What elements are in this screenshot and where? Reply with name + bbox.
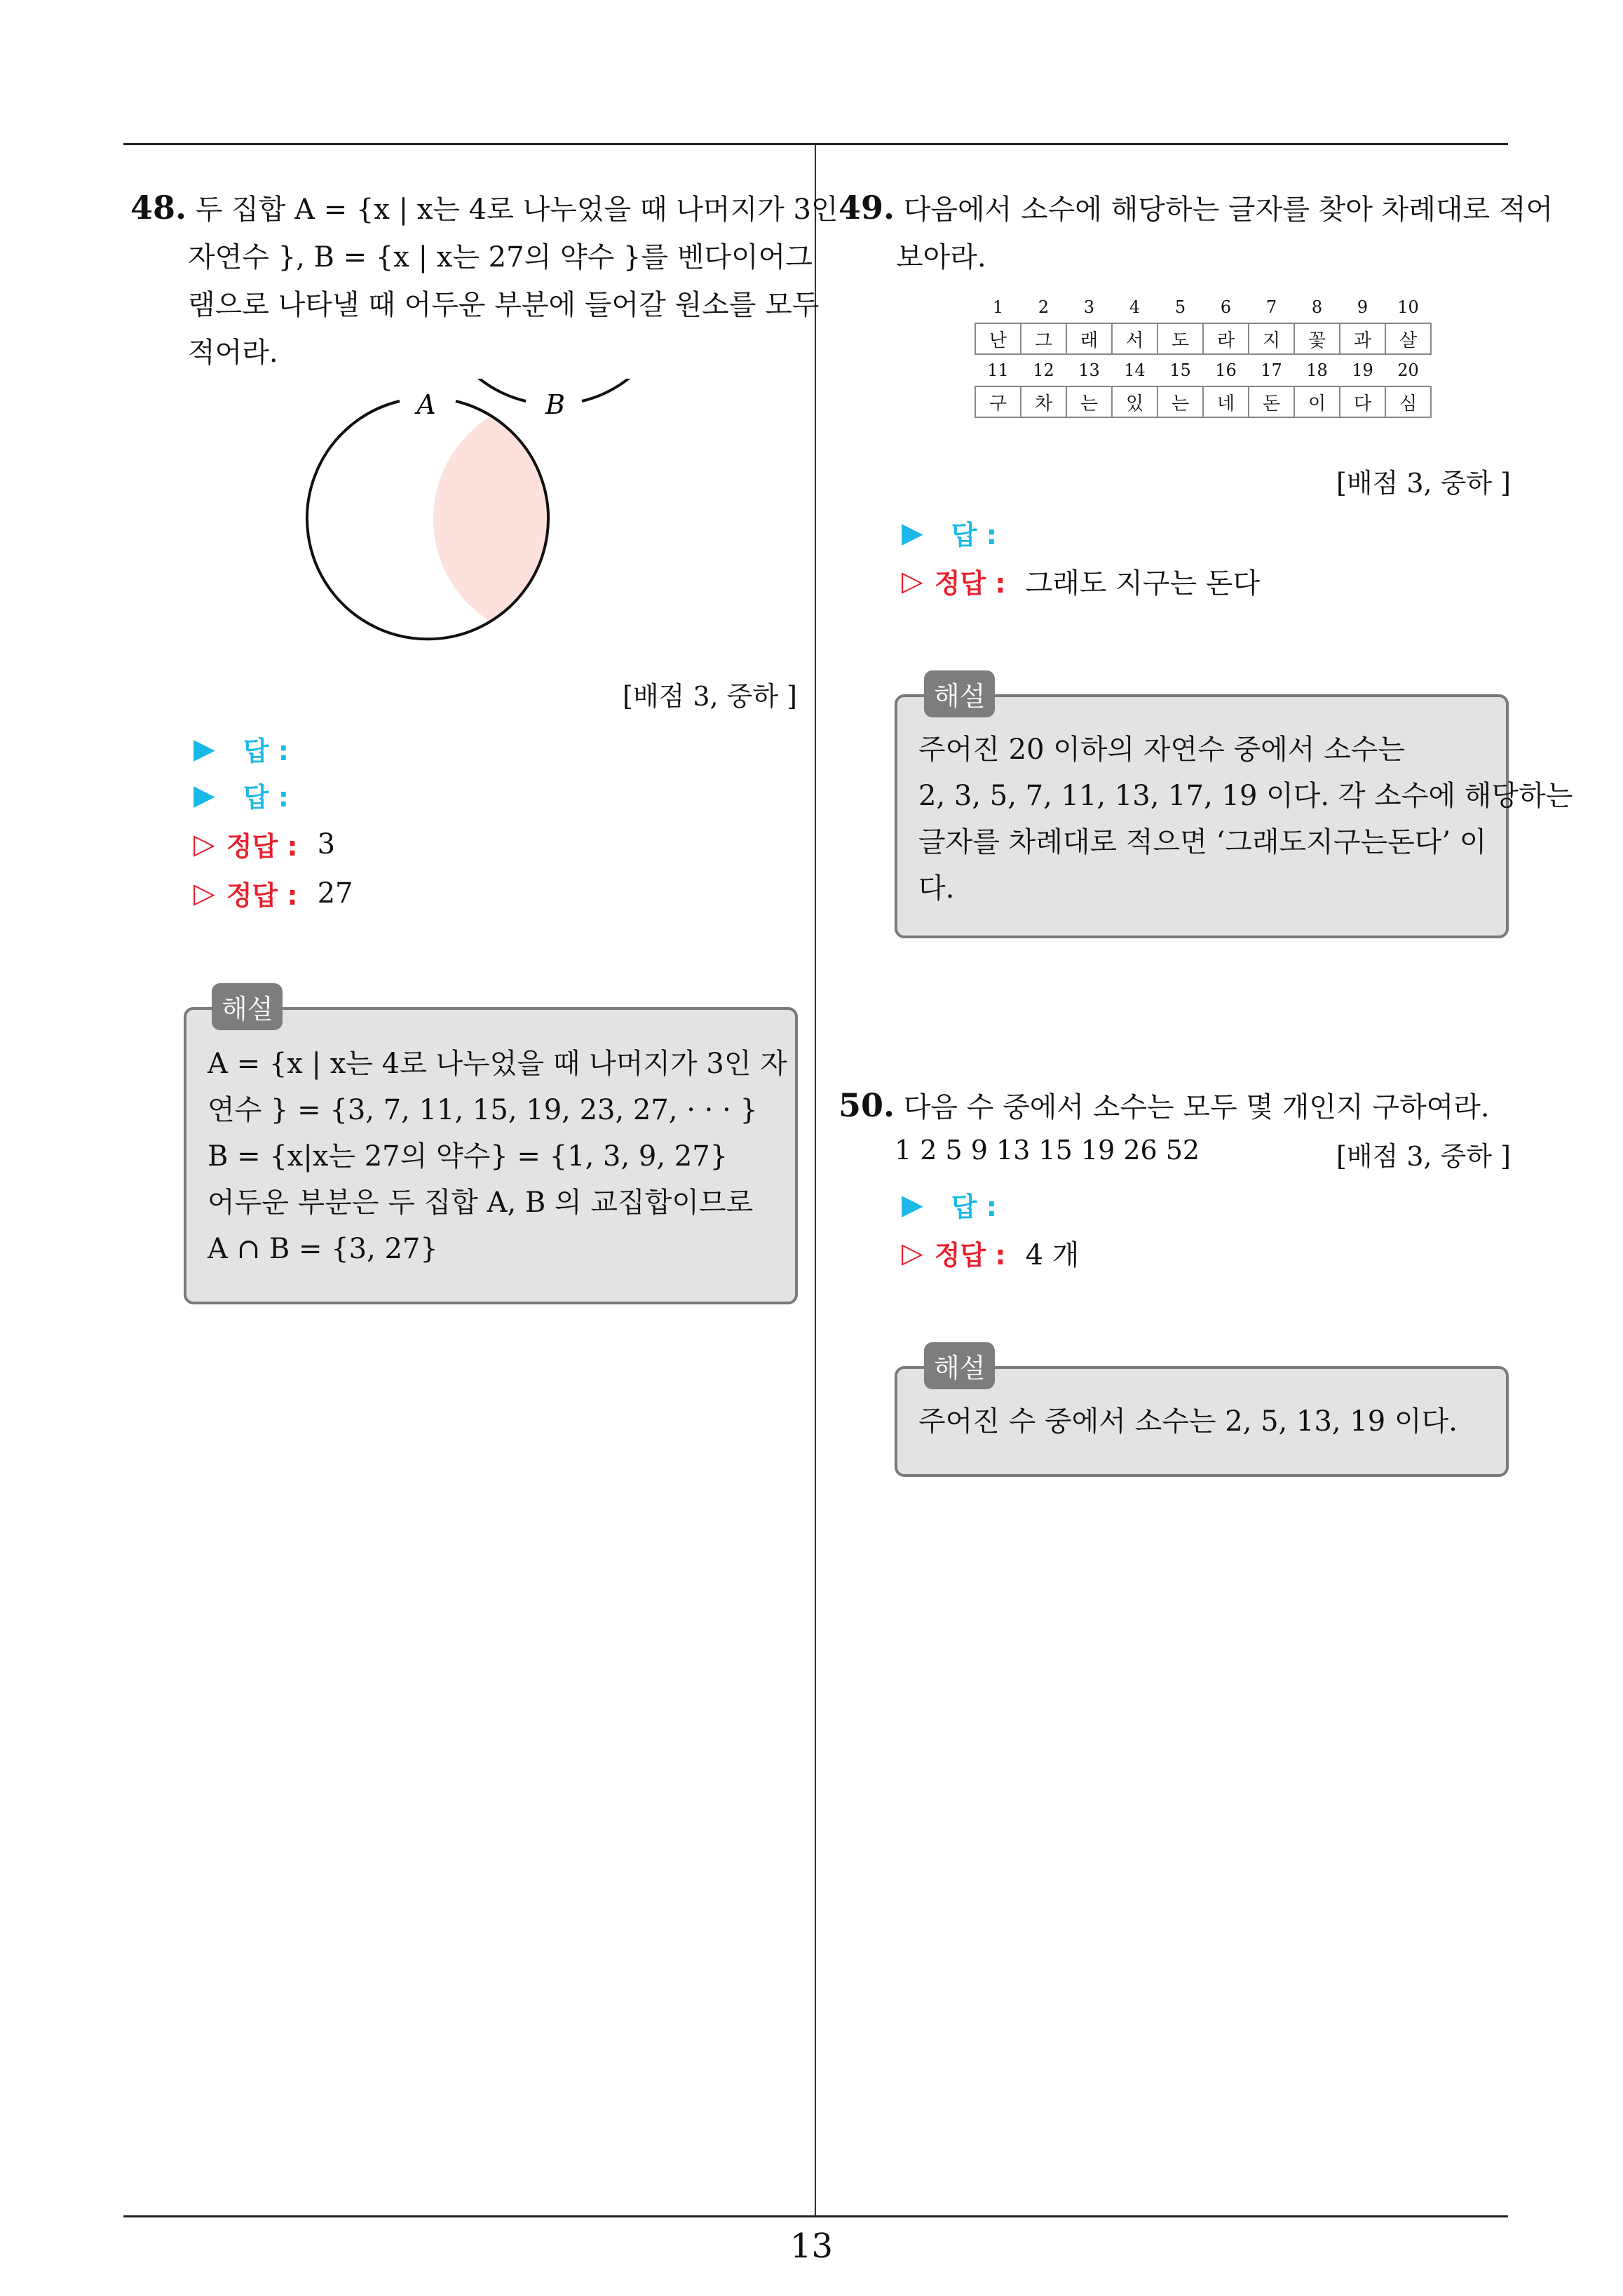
bottom-rule [123, 2215, 1508, 2217]
filled-triangle-icon: ▶ [193, 778, 215, 811]
column-divider [815, 144, 816, 2215]
table-cell: 돈 [1249, 386, 1294, 417]
table-cell: 18 [1306, 360, 1328, 380]
venn-diagram [301, 379, 680, 645]
solution-line: 주어진 수 중에서 소수는 2, 5, 13, 19 이다. [918, 1405, 1458, 1438]
table-cell: 17 [1261, 360, 1282, 380]
solution-line: A ∩ B = {3, 27} [208, 1233, 438, 1265]
table-cell: 지 [1249, 323, 1294, 354]
correct-answer-row [193, 825, 335, 863]
question-text: 자연수 }, B = {x | x는 27의 약수 }를 벤다이어그 [188, 241, 813, 274]
question-number: 49. [838, 189, 895, 227]
solution-line: 어두운 부분은 두 집합 A, B 의 교집합이므로 [208, 1187, 754, 1219]
question-text: 램으로 나타낼 때 어두운 부분에 들어갈 원소를 모두 [188, 289, 820, 321]
table-cell: 6 [1220, 297, 1232, 317]
table-cell: 서 [1112, 323, 1157, 354]
number-list: 1 2 5 9 13 15 19 26 52 [895, 1135, 1200, 1166]
correct-value: 4 개 [1025, 1239, 1080, 1271]
question-49 [838, 184, 1553, 281]
solution-tag: 해설 [212, 983, 283, 1030]
open-triangle-icon: ▷ [193, 877, 215, 910]
solution-text [918, 1398, 1458, 1445]
correct-answer-row [902, 1233, 1079, 1273]
question-text: 적어라. [188, 337, 278, 369]
score-meta: [배점 3, 중하 ] [1336, 1141, 1511, 1172]
table-cell: 9 [1357, 297, 1369, 317]
letter-table [975, 292, 1432, 418]
answer-row [902, 1185, 997, 1224]
table-cell: 2 [1038, 297, 1050, 317]
table-cell: 13 [1078, 360, 1100, 380]
table-cell: 4 [1129, 297, 1141, 317]
table-cell: 라 [1203, 323, 1249, 354]
solution-tag: 해설 [924, 670, 995, 717]
filled-triangle-icon: ▶ [193, 732, 215, 765]
open-triangle-icon: ▷ [902, 565, 923, 597]
answer-label: 답 : [951, 520, 997, 551]
venn-label-a: A [416, 389, 436, 420]
correct-label: 정답 : [226, 831, 298, 862]
question-text: 두 집합 A = {x | x는 4로 나누었을 때 나머지가 3인 [195, 194, 838, 226]
table-cell: 11 [987, 360, 1009, 380]
question-number: 50. [838, 1086, 895, 1124]
score-meta: [배점 3, 중하 ] [1336, 468, 1511, 499]
correct-answer-row [902, 561, 1260, 601]
question-50 [838, 1081, 1490, 1131]
table-cell: 차 [1021, 386, 1066, 417]
open-triangle-icon: ▷ [902, 1236, 923, 1269]
table-cell: 과 [1340, 323, 1385, 354]
solution-line: A = {x | x는 4로 나누었을 때 나머지가 3인 자 [208, 1048, 787, 1080]
table-cell: 구 [975, 386, 1021, 417]
table-cell: 그 [1021, 323, 1066, 354]
table-cell: 10 [1397, 297, 1419, 317]
table-cell: 이 [1294, 386, 1340, 417]
page-number: 13 [789, 2227, 834, 2266]
table-cell: 1 [992, 297, 1004, 317]
table-cell: 심 [1385, 386, 1431, 417]
question-text: 다음에서 소수에 해당하는 글자를 찾아 차례대로 적어 [903, 194, 1554, 226]
table-cell: 3 [1083, 297, 1095, 317]
solution-line: 연수 } = {3, 7, 11, 15, 19, 23, 27, · · · } [208, 1094, 758, 1126]
table-cell: 는 [1157, 386, 1203, 417]
table-row [975, 386, 1431, 417]
correct-label: 정답 : [934, 568, 1006, 599]
table-cell: 8 [1311, 297, 1323, 317]
correct-label: 정답 : [934, 1240, 1006, 1271]
solution-line: 주어진 20 이하의 자연수 중에서 소수는 [918, 734, 1406, 766]
question-text: 보아라. [896, 241, 986, 274]
answer-label: 답 : [243, 782, 289, 813]
correct-answer-row [193, 874, 353, 912]
open-triangle-icon: ▷ [193, 828, 215, 860]
table-cell: 살 [1385, 323, 1431, 354]
table-cell: 네 [1203, 386, 1249, 417]
filled-triangle-icon: ▶ [902, 516, 923, 549]
answer-label: 답 : [951, 1191, 997, 1222]
answer-row [902, 513, 997, 552]
correct-value: 3 [317, 828, 336, 860]
table-cell: 꽃 [1294, 323, 1340, 354]
table-row [975, 323, 1431, 354]
table-row [975, 354, 1431, 386]
score-meta: [배점 3, 중하 ] [623, 681, 797, 712]
table-cell: 있 [1112, 386, 1157, 417]
correct-label: 정답 : [226, 880, 298, 911]
table-cell: 7 [1265, 297, 1277, 317]
table-cell: 19 [1352, 360, 1373, 380]
table-cell: 도 [1157, 323, 1203, 354]
correct-value: 그래도 지구는 돈다 [1025, 567, 1261, 600]
question-48 [130, 184, 838, 377]
table-cell: 는 [1066, 386, 1112, 417]
answer-row [193, 776, 289, 814]
table-cell: 20 [1397, 360, 1419, 380]
solution-line: 다. [918, 872, 955, 905]
question-number: 48. [130, 189, 187, 227]
solution-line: B = {x|x는 27의 약수} = {1, 3, 9, 27} [208, 1140, 728, 1173]
answer-row [193, 729, 289, 768]
correct-value: 27 [317, 877, 353, 910]
table-cell: 15 [1169, 360, 1191, 380]
solution-tag: 해설 [924, 1342, 995, 1389]
question-text: 다음 수 중에서 소수는 모두 몇 개인지 구하여라. [903, 1091, 1490, 1123]
table-cell: 12 [1033, 360, 1054, 380]
table-cell: 다 [1340, 386, 1385, 417]
answer-label: 답 : [243, 736, 289, 767]
filled-triangle-icon: ▶ [902, 1188, 923, 1221]
solution-line: 2, 3, 5, 7, 11, 13, 17, 19 이다. 각 소수에 해당하는 [918, 780, 1573, 812]
solution-text [208, 1041, 787, 1272]
venn-label-b: B [545, 389, 565, 420]
table-cell: 14 [1124, 360, 1146, 380]
table-cell: 난 [975, 323, 1021, 354]
solution-text [918, 727, 1573, 912]
table-row [975, 292, 1431, 323]
solution-line: 글자를 차례대로 적으면 ‘그래도지구는돈다’ 이 [918, 826, 1487, 858]
table-cell: 5 [1174, 297, 1186, 317]
table-cell: 16 [1215, 360, 1237, 380]
venn-intersection [433, 398, 674, 640]
table-cell: 래 [1066, 323, 1112, 354]
